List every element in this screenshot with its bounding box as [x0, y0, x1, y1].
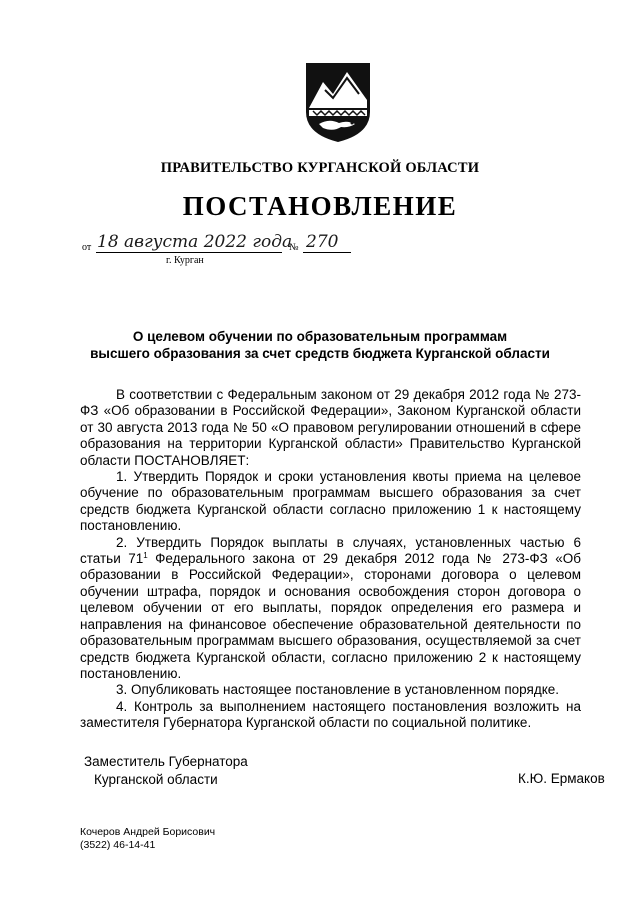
item-3-paragraph: 3. Опубликовать настоящее постановление в установленном порядке. — [116, 682, 560, 698]
contact-name: Кочеров Андрей Борисович — [80, 826, 216, 838]
preamble-paragraph: В соответствии с Федеральным законом от 29 декабря 2012 года № 273-ФЗ «Об образовании в Российской Федерации», Законом Курганской области от 30 августа 2013 года № 50 «О правовом регулировании отношений в сфере образования на территории Курганской области» Правительство Курганской области ПОСТАНОВЛЯЕТ: — [80, 387, 581, 468]
contact-block — [80, 826, 215, 852]
title-line-2: высшего образования за счет средств бюджета Курганской области — [90, 346, 550, 361]
item-2-paragraph — [80, 535, 581, 683]
number-handwritten: 270 — [306, 232, 339, 252]
item-2-superscript: 1 — [143, 551, 148, 561]
item-1-paragraph: 1. Утвердить Порядок и сроки установления квоты приема на целевое обучение по образовательным программам высшего образования за счет средств бюджета Курганской области согласно приложению 1 к настоящему постановлению. — [80, 469, 581, 534]
item-2-text-a: 2. Утвердить Порядок выплаты в случаях, установленных частью 6 статьи 71 — [80, 534, 581, 567]
document-body — [80, 387, 581, 732]
signatory-position-line-1: Заместитель Губернатора — [84, 754, 248, 769]
signatory-name: К.Ю. Ермаков — [518, 771, 605, 786]
date-handwritten: 18 августа 2022 года — [97, 232, 293, 252]
date-prefix: от — [82, 242, 92, 253]
number-underline — [303, 252, 351, 253]
document-type: ПОСТАНОВЛЕНИЕ — [182, 191, 458, 221]
city-label: г. Курган — [166, 255, 204, 266]
date-underline — [96, 252, 282, 253]
title-line-1: О целевом обучении по образовательным программам — [132, 329, 508, 344]
item-4-paragraph: 4. Контроль за выполнением настоящего постановления возложить на заместителя Губернатора Курганской области по социальной политике. — [80, 698, 581, 731]
signatory-position — [84, 753, 248, 789]
signatory-position-line-2: Курганской области — [94, 772, 218, 787]
government-title: ПРАВИТЕЛЬСТВО КУРГАНСКОЙ ОБЛАСТИ — [160, 160, 480, 176]
document-title — [60, 328, 580, 362]
coat-of-arms-icon — [303, 60, 373, 144]
contact-phone: (3522) 46-14-41 — [80, 839, 156, 851]
item-2-text-b: Федерального закона от 29 декабря 2012 года № 273-ФЗ «Об образовании в Российской Федерации», сторонами договора о целевом обучении штрафа, порядок и основания освобождения сторон договора о целевом обучении от его выплаты, порядок определения его размера и направления на финансовое обеспечение образовательной деятельности по образовательным программам высшего образования, осуществляемой за счет средств бюджета Курганской области, согласно приложению 2 к настоящему постановлению. — [80, 551, 581, 681]
number-prefix: № — [289, 242, 299, 253]
